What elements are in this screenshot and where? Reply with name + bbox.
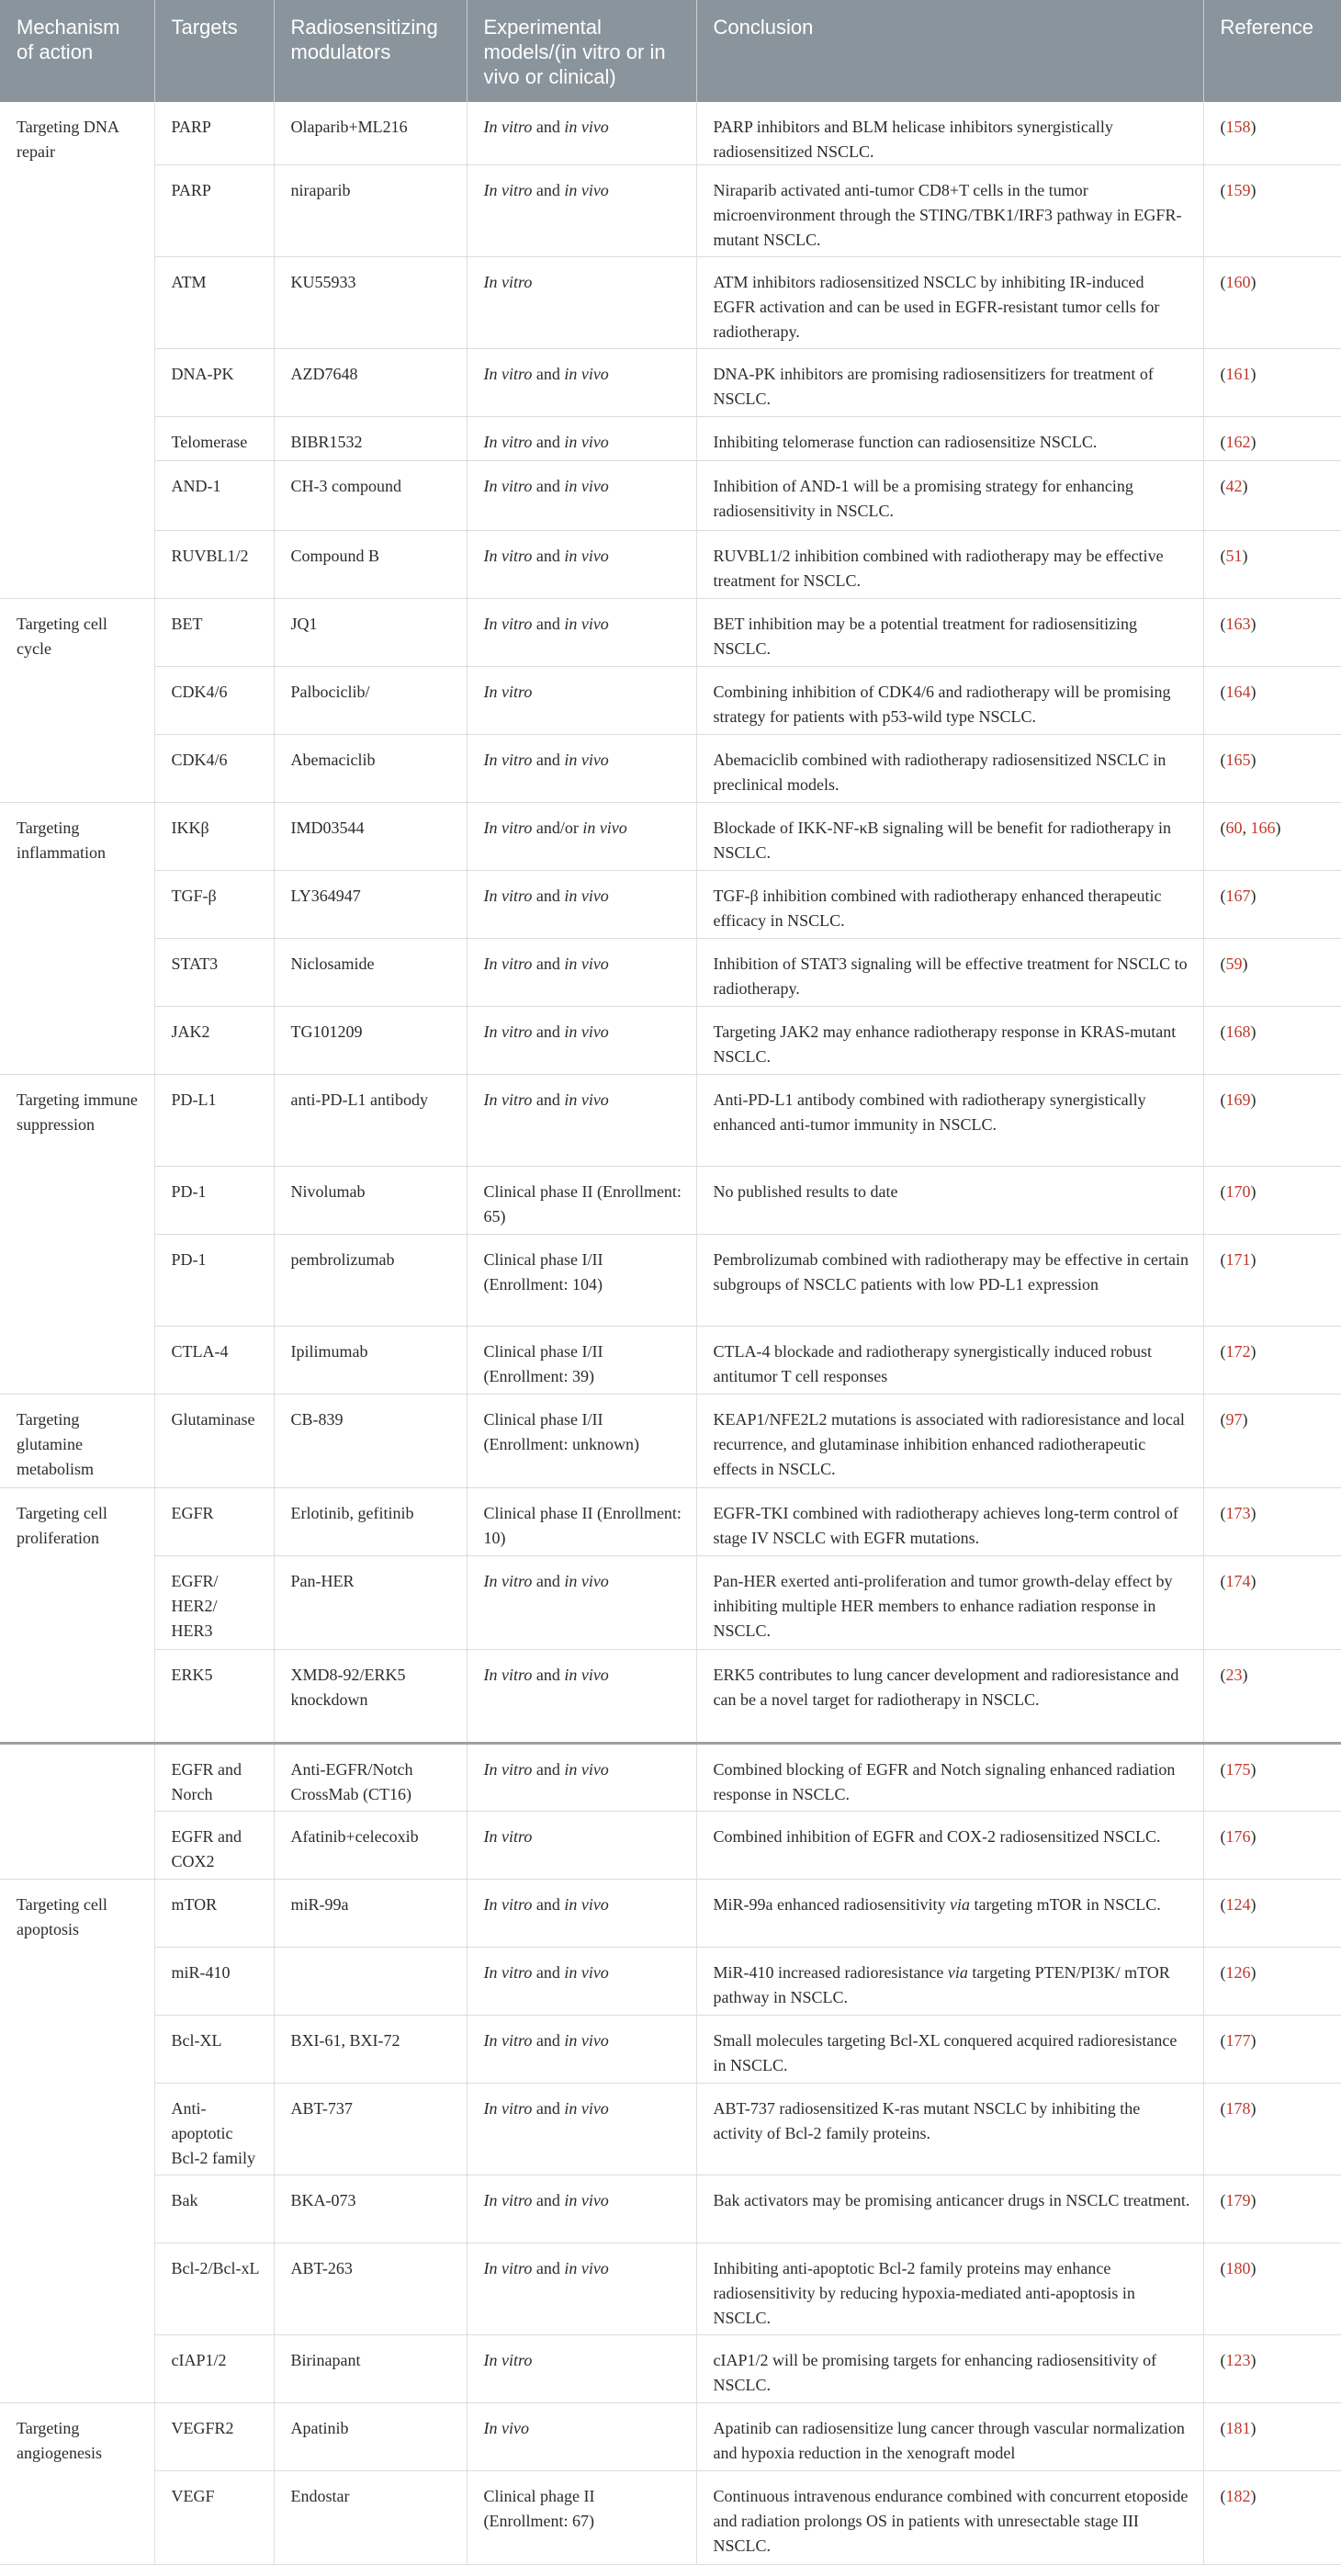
model-cell: In vivo: [467, 2403, 696, 2471]
reference-link[interactable]: 59: [1225, 955, 1243, 973]
reference-link[interactable]: 42: [1225, 477, 1243, 495]
reference-cell: (180): [1203, 2243, 1341, 2335]
reference-link[interactable]: 164: [1225, 683, 1251, 701]
model-cell: In vitro and in vivo: [467, 1880, 696, 1948]
reference-link[interactable]: 172: [1225, 1342, 1251, 1361]
reference-link[interactable]: 179: [1225, 2191, 1251, 2209]
target-cell: EGFR and Norch: [154, 1744, 274, 1812]
modulator-cell: miR-99a: [274, 1880, 467, 1948]
conclusion-cell: KEAP1/NFE2L2 mutations is associated with radioresistance and local recurrence, and glutaminase inhibition enhanced radiotherapeutic effects in NSCLC.: [696, 1395, 1203, 1488]
reference-cell: (176): [1203, 1812, 1341, 1880]
target-cell: TGF-β: [154, 871, 274, 939]
mechanism-cell: [0, 1948, 154, 2016]
modulator-cell: ABT-737: [274, 2084, 467, 2175]
target-cell: Bcl-XL: [154, 2016, 274, 2084]
reference-cell: (97): [1203, 1395, 1341, 1488]
model-cell: In vitro and in vivo: [467, 349, 696, 417]
reference-link[interactable]: 51: [1225, 547, 1243, 565]
reference-cell: (159): [1203, 165, 1341, 257]
table-body: [0, 102, 1341, 2565]
reference-link[interactable]: 60: [1225, 819, 1243, 837]
target-cell: AND-1: [154, 461, 274, 531]
reference-cell: (179): [1203, 2175, 1341, 2243]
reference-cell: (160): [1203, 257, 1341, 349]
mechanism-cell: [0, 2243, 154, 2335]
reference-link[interactable]: 181: [1225, 2419, 1251, 2437]
target-cell: VEGFR2: [154, 2403, 274, 2471]
table-row: [0, 1488, 1341, 1556]
conclusion-cell: Abemaciclib combined with radiotherapy radiosensitized NSCLC in preclinical models.: [696, 735, 1203, 803]
modulator-cell: [274, 1948, 467, 2016]
mechanism-cell: [0, 1327, 154, 1395]
conclusion-cell: ATM inhibitors radiosensitized NSCLC by inhibiting IR-induced EGFR activation and can be used in EGFR-resistant tumor cells for radiotherapy.: [696, 257, 1203, 349]
header-reference: Reference: [1203, 0, 1341, 102]
model-cell: In vitro and in vivo: [467, 939, 696, 1007]
modulator-cell: Abemaciclib: [274, 735, 467, 803]
table-row: [0, 1948, 1341, 2016]
table-row: [0, 2335, 1341, 2403]
mechanism-cell: Targeting angiogenesis: [0, 2403, 154, 2471]
modulator-cell: Nivolumab: [274, 1167, 467, 1235]
reference-cell: (163): [1203, 599, 1341, 667]
reference-cell: (161): [1203, 349, 1341, 417]
reference-cell: (42): [1203, 461, 1341, 531]
reference-cell: (164): [1203, 667, 1341, 735]
conclusion-cell: Pan-HER exerted anti-proliferation and tumor growth-delay effect by inhibiting multiple HER members to enhance radiation response in NSCLC.: [696, 1556, 1203, 1650]
table-row: [0, 417, 1341, 461]
table-row: [0, 1075, 1341, 1167]
table-row: [0, 1744, 1341, 1812]
mechanism-cell: [0, 667, 154, 735]
reference-link[interactable]: 160: [1225, 273, 1251, 291]
table-row: [0, 1812, 1341, 1880]
mechanism-cell: [0, 871, 154, 939]
mechanism-cell: [0, 417, 154, 461]
model-cell: In vitro and in vivo: [467, 1556, 696, 1650]
table-row: [0, 1395, 1341, 1488]
reference-link[interactable]: 167: [1225, 887, 1251, 905]
target-cell: BET: [154, 599, 274, 667]
table-header: [0, 0, 1341, 102]
model-cell: In vitro and in vivo: [467, 165, 696, 257]
modulator-cell: CB-839: [274, 1395, 467, 1488]
model-cell: In vitro and in vivo: [467, 1948, 696, 2016]
reference-link[interactable]: 177: [1225, 2031, 1251, 2050]
modulator-cell: Birinapant: [274, 2335, 467, 2403]
reference-link[interactable]: 178: [1225, 2099, 1251, 2118]
reference-cell: (60, 166): [1203, 803, 1341, 871]
reference-link[interactable]: 182: [1225, 2487, 1251, 2505]
mechanism-cell: [0, 939, 154, 1007]
reference-cell: (168): [1203, 1007, 1341, 1075]
modulator-cell: LY364947: [274, 871, 467, 939]
conclusion-cell: Combined blocking of EGFR and Notch signaling enhanced radiation response in NSCLC.: [696, 1744, 1203, 1812]
reference-link[interactable]: 176: [1225, 1827, 1251, 1846]
mechanism-cell: [0, 1650, 154, 1744]
modulator-cell: Palbociclib/: [274, 667, 467, 735]
reference-cell: (59): [1203, 939, 1341, 1007]
target-cell: VEGF: [154, 2471, 274, 2565]
mechanism-cell: Targeting glutamine metabolism: [0, 1395, 154, 1488]
modulator-cell: AZD7648: [274, 349, 467, 417]
model-cell: Clinical phase II (Enrollment: 65): [467, 1167, 696, 1235]
target-cell: PARP: [154, 165, 274, 257]
modulator-cell: pembrolizumab: [274, 1235, 467, 1327]
reference-cell: (123): [1203, 2335, 1341, 2403]
conclusion-cell: Blockade of IKK-NF-κB signaling will be benefit for radiotherapy in NSCLC.: [696, 803, 1203, 871]
mechanism-cell: Targeting cell apoptosis: [0, 1880, 154, 1948]
mechanism-cell: [0, 461, 154, 531]
mechanism-cell: Targeting DNA repair: [0, 102, 154, 165]
modulator-cell: Endostar: [274, 2471, 467, 2565]
conclusion-cell: Combined inhibition of EGFR and COX-2 radiosensitized NSCLC.: [696, 1812, 1203, 1880]
target-cell: EGFR and COX2: [154, 1812, 274, 1880]
table-row: [0, 1327, 1341, 1395]
target-cell: cIAP1/2: [154, 2335, 274, 2403]
target-cell: Bcl-2/Bcl-xL: [154, 2243, 274, 2335]
target-cell: Glutaminase: [154, 1395, 274, 1488]
mechanism-cell: Targeting cell proliferation: [0, 1488, 154, 1556]
reference-link[interactable]: 163: [1225, 615, 1251, 633]
conclusion-cell: Pembrolizumab combined with radiotherapy may be effective in certain subgroups of NSCLC patients with low PD-L1 expression: [696, 1235, 1203, 1327]
model-cell: In vitro and in vivo: [467, 102, 696, 165]
conclusion-cell: cIAP1/2 will be promising targets for enhancing radiosensitivity of NSCLC.: [696, 2335, 1203, 2403]
table-row: [0, 939, 1341, 1007]
reference-cell: (162): [1203, 417, 1341, 461]
conclusion-cell: Inhibiting anti-apoptotic Bcl-2 family proteins may enhance radiosensitivity by reducing hypoxia-mediated anti-apoptosis in NSCLC.: [696, 2243, 1203, 2335]
modulator-cell: BXI-61, BXI-72: [274, 2016, 467, 2084]
conclusion-cell: Apatinib can radiosensitize lung cancer through vascular normalization and hypoxia reduction in the xenograft model: [696, 2403, 1203, 2471]
table-row: [0, 599, 1341, 667]
target-cell: PD-1: [154, 1235, 274, 1327]
model-cell: In vitro and in vivo: [467, 599, 696, 667]
conclusion-cell: Small molecules targeting Bcl-XL conquered acquired radioresistance in NSCLC.: [696, 2016, 1203, 2084]
header-targets: Targets: [154, 0, 274, 102]
reference-cell: (181): [1203, 2403, 1341, 2471]
model-cell: Clinical phase I/II (Enrollment: unknown): [467, 1395, 696, 1488]
modulator-cell: KU55933: [274, 257, 467, 349]
table-row: [0, 803, 1341, 871]
target-cell: PD-1: [154, 1167, 274, 1235]
reference-link[interactable]: 174: [1225, 1572, 1251, 1590]
modulator-cell: BKA-073: [274, 2175, 467, 2243]
conclusion-cell: ERK5 contributes to lung cancer development and radioresistance and can be a novel target for radiotherapy in NSCLC.: [696, 1650, 1203, 1744]
modulator-cell: JQ1: [274, 599, 467, 667]
header-modulators: Radiosensitizing modulators: [274, 0, 467, 102]
reference-cell: (173): [1203, 1488, 1341, 1556]
target-cell: ERK5: [154, 1650, 274, 1744]
header-conclusion: Conclusion: [696, 0, 1203, 102]
reference-cell: (174): [1203, 1556, 1341, 1650]
reference-link[interactable]: 168: [1225, 1022, 1251, 1041]
target-cell: miR-410: [154, 1948, 274, 2016]
target-cell: JAK2: [154, 1007, 274, 1075]
model-cell: In vitro and in vivo: [467, 1744, 696, 1812]
conclusion-cell: CTLA-4 blockade and radiotherapy synergistically induced robust antitumor T cell responses: [696, 1327, 1203, 1395]
mechanism-cell: [0, 1167, 154, 1235]
mechanism-cell: Targeting cell cycle: [0, 599, 154, 667]
reference-link[interactable]: 124: [1225, 1895, 1251, 1914]
target-cell: mTOR: [154, 1880, 274, 1948]
table-row: [0, 102, 1341, 165]
table-row: [0, 2403, 1341, 2471]
conclusion-cell: BET inhibition may be a potential treatment for radiosensitizing NSCLC.: [696, 599, 1203, 667]
mechanism-cell: [0, 531, 154, 599]
conclusion-cell: TGF-β inhibition combined with radiotherapy enhanced therapeutic efficacy in NSCLC.: [696, 871, 1203, 939]
mechanism-cell: [0, 735, 154, 803]
table-row: [0, 165, 1341, 257]
model-cell: In vitro and in vivo: [467, 1650, 696, 1744]
target-cell: CDK4/6: [154, 735, 274, 803]
table-row: [0, 1007, 1341, 1075]
table-row: [0, 2243, 1341, 2335]
modulator-cell: Olaparib+ML216: [274, 102, 467, 165]
conclusion-cell: Targeting JAK2 may enhance radiotherapy response in KRAS-mutant NSCLC.: [696, 1007, 1203, 1075]
conclusion-cell: Inhibition of STAT3 signaling will be effective treatment for NSCLC to radiotherapy.: [696, 939, 1203, 1007]
mechanism-cell: [0, 1744, 154, 1812]
reference-cell: (167): [1203, 871, 1341, 939]
target-cell: CDK4/6: [154, 667, 274, 735]
reference-cell: (23): [1203, 1650, 1341, 1744]
conclusion-cell: Combining inhibition of CDK4/6 and radiotherapy will be promising strategy for patients with p53-wild type NSCLC.: [696, 667, 1203, 735]
reference-link[interactable]: 159: [1225, 181, 1251, 199]
mechanism-cell: [0, 165, 154, 257]
target-cell: RUVBL1/2: [154, 531, 274, 599]
table-row: [0, 1880, 1341, 1948]
mechanism-cell: [0, 2175, 154, 2243]
header-row: [0, 0, 1341, 102]
modulator-cell: Erlotinib, gefitinib: [274, 1488, 467, 1556]
reference-cell: (178): [1203, 2084, 1341, 2175]
mechanism-cell: [0, 2016, 154, 2084]
conclusion-cell: ABT-737 radiosensitized K-ras mutant NSCLC by inhibiting the activity of Bcl-2 family proteins.: [696, 2084, 1203, 2175]
reference-link[interactable]: 161: [1225, 365, 1251, 383]
mechanism-cell: [0, 257, 154, 349]
table-row: [0, 349, 1341, 417]
conclusion-cell: EGFR-TKI combined with radiotherapy achieves long-term control of stage IV NSCLC with EGFR mutations.: [696, 1488, 1203, 1556]
model-cell: In vitro: [467, 1812, 696, 1880]
conclusion-cell: Niraparib activated anti-tumor CD8+T cells in the tumor microenvironment through the STING/TBK1/IRF3 pathway in EGFR-mutant NSCLC.: [696, 165, 1203, 257]
modulator-cell: anti-PD-L1 antibody: [274, 1075, 467, 1167]
table-row: [0, 2471, 1341, 2565]
model-cell: Clinical phage II (Enrollment: 67): [467, 2471, 696, 2565]
target-cell: ATM: [154, 257, 274, 349]
header-models: Experimental models/(in vitro or in vivo or clinical): [467, 0, 696, 102]
table-row: [0, 667, 1341, 735]
reference-cell: (165): [1203, 735, 1341, 803]
conclusion-cell: Bak activators may be promising anticancer drugs in NSCLC treatment.: [696, 2175, 1203, 2243]
reference-link[interactable]: 173: [1225, 1504, 1251, 1522]
model-cell: In vitro and in vivo: [467, 531, 696, 599]
mechanism-cell: [0, 2335, 154, 2403]
reference-cell: (177): [1203, 2016, 1341, 2084]
table-row: [0, 735, 1341, 803]
target-cell: STAT3: [154, 939, 274, 1007]
modulator-cell: XMD8-92/ERK5 knockdown: [274, 1650, 467, 1744]
reference-cell: (51): [1203, 531, 1341, 599]
model-cell: In vitro and/or in vivo: [467, 803, 696, 871]
table-row: [0, 531, 1341, 599]
reference-link[interactable]: 175: [1225, 1760, 1251, 1779]
table-row: [0, 2016, 1341, 2084]
model-cell: Clinical phase I/II (Enrollment: 104): [467, 1235, 696, 1327]
reference-cell: (124): [1203, 1880, 1341, 1948]
reference-cell: (126): [1203, 1948, 1341, 2016]
table-row: [0, 2175, 1341, 2243]
reference-cell: (170): [1203, 1167, 1341, 1235]
model-cell: In vitro: [467, 257, 696, 349]
reference-link[interactable]: 158: [1225, 118, 1251, 136]
conclusion-cell: DNA-PK inhibitors are promising radiosensitizers for treatment of NSCLC.: [696, 349, 1203, 417]
conclusion-cell: PARP inhibitors and BLM helicase inhibitors synergistically radiosensitized NSCLC.: [696, 102, 1203, 165]
modulator-cell: Ipilimumab: [274, 1327, 467, 1395]
mechanism-cell: [0, 2471, 154, 2565]
conclusion-cell: Inhibition of AND-1 will be a promising strategy for enhancing radiosensitivity in NSCLC.: [696, 461, 1203, 531]
conclusion-cell: RUVBL1/2 inhibition combined with radiotherapy may be effective treatment for NSCLC.: [696, 531, 1203, 599]
reference-link[interactable]: 180: [1225, 2259, 1251, 2277]
table-row: [0, 1556, 1341, 1650]
mechanism-cell: [0, 349, 154, 417]
reference-link[interactable]: 166: [1250, 819, 1276, 837]
modulator-cell: IMD03544: [274, 803, 467, 871]
conclusion-cell: MiR-410 increased radioresistance via targeting PTEN/PI3K/ mTOR pathway in NSCLC.: [696, 1948, 1203, 2016]
reference-link[interactable]: 162: [1225, 433, 1251, 451]
reference-link[interactable]: 171: [1225, 1250, 1251, 1269]
conclusion-cell: Continuous intravenous endurance combined with concurrent etoposide and radiation prolongs OS in patients with unresectable stage III NSCLC.: [696, 2471, 1203, 2565]
reference-link[interactable]: 97: [1225, 1410, 1243, 1429]
table-row: [0, 1235, 1341, 1327]
model-cell: In vitro and in vivo: [467, 2175, 696, 2243]
conclusion-cell: No published results to date: [696, 1167, 1203, 1235]
reference-link[interactable]: 165: [1225, 751, 1251, 769]
modulator-cell: TG101209: [274, 1007, 467, 1075]
table-row: [0, 461, 1341, 531]
model-cell: In vitro and in vivo: [467, 871, 696, 939]
table-row: [0, 257, 1341, 349]
reference-cell: (172): [1203, 1327, 1341, 1395]
model-cell: Clinical phase I/II (Enrollment: 39): [467, 1327, 696, 1395]
modulator-cell: BIBR1532: [274, 417, 467, 461]
modulator-cell: Anti-EGFR/Notch CrossMab (CT16): [274, 1744, 467, 1812]
model-cell: Clinical phase II (Enrollment: 10): [467, 1488, 696, 1556]
table-row: [0, 871, 1341, 939]
modulator-cell: ABT-263: [274, 2243, 467, 2335]
mechanism-cell: [0, 1007, 154, 1075]
model-cell: In vitro and in vivo: [467, 461, 696, 531]
reference-cell: (171): [1203, 1235, 1341, 1327]
reference-link[interactable]: 126: [1225, 1963, 1251, 1982]
model-cell: In vitro and in vivo: [467, 1075, 696, 1167]
modulator-cell: Apatinib: [274, 2403, 467, 2471]
target-cell: EGFR: [154, 1488, 274, 1556]
target-cell: Anti-apoptotic Bcl-2 family: [154, 2084, 274, 2175]
model-cell: In vitro: [467, 667, 696, 735]
conclusion-cell: MiR-99a enhanced radiosensitivity via targeting mTOR in NSCLC.: [696, 1880, 1203, 1948]
model-cell: In vitro: [467, 2335, 696, 2403]
model-cell: In vitro and in vivo: [467, 735, 696, 803]
target-cell: Telomerase: [154, 417, 274, 461]
reference-cell: (169): [1203, 1075, 1341, 1167]
target-cell: Bak: [154, 2175, 274, 2243]
reference-link[interactable]: 169: [1225, 1090, 1251, 1109]
mechanism-cell: Targeting immune suppression: [0, 1075, 154, 1167]
modulator-cell: Afatinib+celecoxib: [274, 1812, 467, 1880]
table-row: [0, 1650, 1341, 1744]
conclusion-cell: Anti-PD-L1 antibody combined with radiotherapy synergistically enhanced anti-tumor immunity in NSCLC.: [696, 1075, 1203, 1167]
model-cell: In vitro and in vivo: [467, 1007, 696, 1075]
reference-link[interactable]: 23: [1225, 1666, 1243, 1684]
target-cell: DNA-PK: [154, 349, 274, 417]
reference-cell: (158): [1203, 102, 1341, 165]
model-cell: In vitro and in vivo: [467, 417, 696, 461]
target-cell: IKKβ: [154, 803, 274, 871]
target-cell: PD-L1: [154, 1075, 274, 1167]
mechanism-cell: [0, 2084, 154, 2175]
conclusion-cell: Inhibiting telomerase function can radiosensitize NSCLC.: [696, 417, 1203, 461]
reference-link[interactable]: 123: [1225, 2351, 1251, 2369]
modulator-cell: Pan-HER: [274, 1556, 467, 1650]
modulator-cell: Compound B: [274, 531, 467, 599]
header-mechanism: Mechanism of action: [0, 0, 154, 102]
model-cell: In vitro and in vivo: [467, 2084, 696, 2175]
reference-cell: (175): [1203, 1744, 1341, 1812]
reference-link[interactable]: 170: [1225, 1182, 1251, 1201]
mechanism-cell: [0, 1235, 154, 1327]
reference-cell: (182): [1203, 2471, 1341, 2565]
target-cell: CTLA-4: [154, 1327, 274, 1395]
model-cell: In vitro and in vivo: [467, 2016, 696, 2084]
table-row: [0, 2084, 1341, 2175]
modulator-cell: niraparib: [274, 165, 467, 257]
model-cell: In vitro and in vivo: [467, 2243, 696, 2335]
target-cell: EGFR/ HER2/ HER3: [154, 1556, 274, 1650]
table-row: [0, 1167, 1341, 1235]
mechanism-cell: Targeting inflammation: [0, 803, 154, 871]
mechanism-cell: [0, 1812, 154, 1880]
modulator-cell: Niclosamide: [274, 939, 467, 1007]
modulator-cell: CH-3 compound: [274, 461, 467, 531]
mechanism-cell: [0, 1556, 154, 1650]
target-cell: PARP: [154, 102, 274, 165]
